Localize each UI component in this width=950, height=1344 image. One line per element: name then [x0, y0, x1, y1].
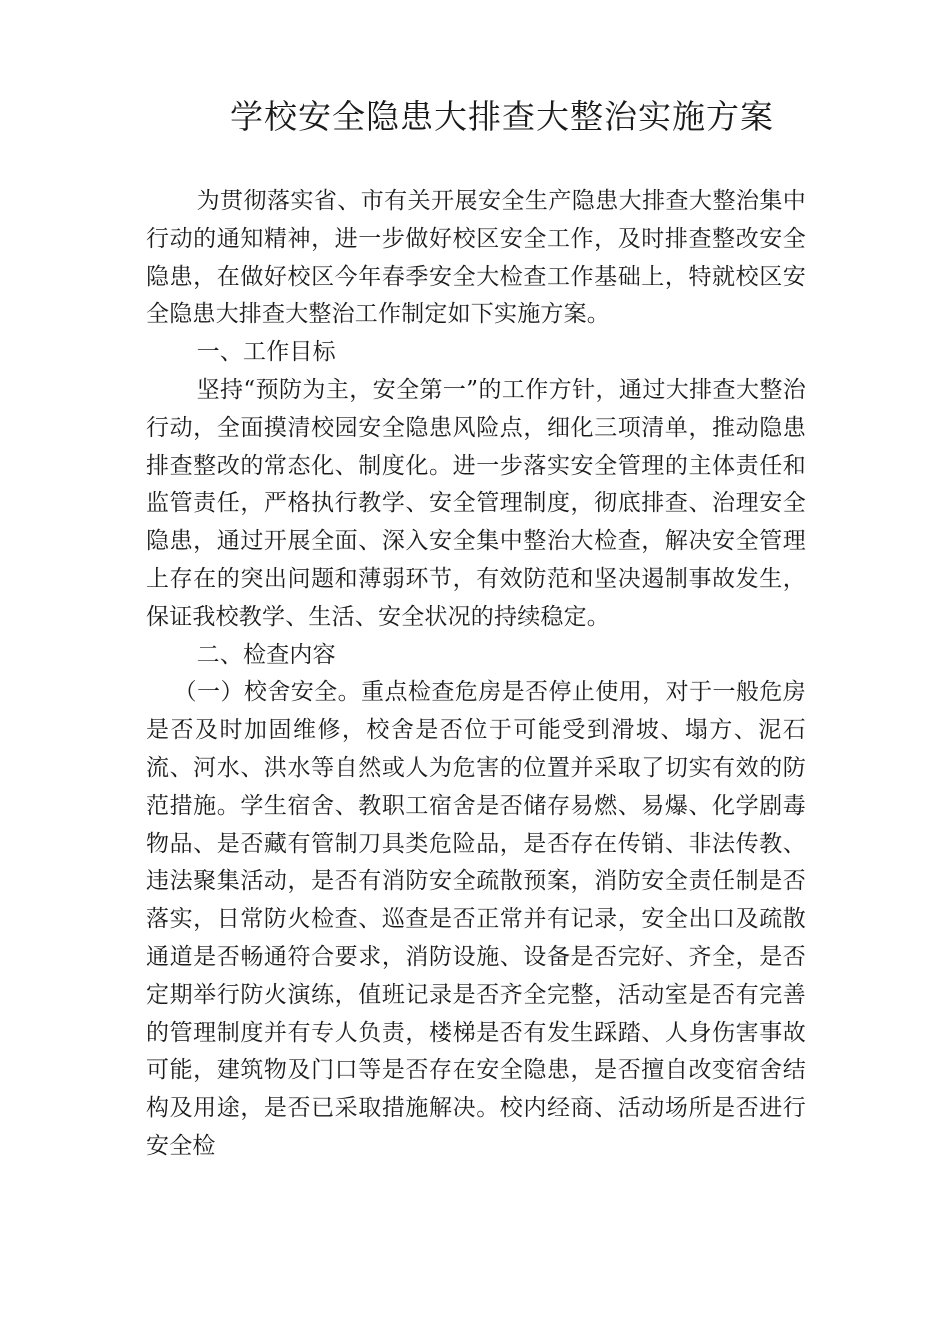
section-heading-goals: 一、工作目标 — [196, 339, 336, 366]
goals-paragraph: 坚持“预防为主，安全第一”的工作方针，通过大排查大整治行动，全面摸清校园安全隐患风险点，细化三项清单，推动隐患排查整改的常态化、制度化。进一步落实安全管理的主体责任和监管责任，严格执行教学、安全管理制度，彻底排查、治理安全隐患，通过开展全面、深入安全集中整治大检查，解决安全管理上存在的突出问题和薄弱环节，有效防范和坚决遏制事故发生，保证我校教学、生活、安全状况的持续稳定。 — [146, 376, 806, 630]
intro-paragraph: 为贯彻落实省、市有关开展安全生产隐患大排查大整治集中行动的通知精神，进一步做好校区安全工作，及时排查整改安全隐患，在做好校区今年春季安全大检查工作基础上，特就校区安全隐患大排查大整治工作制定如下实施方案。 — [146, 188, 806, 328]
inspection-paragraph: （一）校舍安全。重点检查危房是否停止使用，对于一般危房是否及时加固维修，校舍是否位于可能受到滑坡、塌方、泥石流、河水、洪水等自然或人为危害的位置并采取了切实有效的防范措施。学生宿舍、教职工宿舍是否储存易燃、易爆、化学剧毒物品、是否藏有管制刀具类危险品，是否存在传销、非法传教、违法聚集活动，是否有消防安全疏散预案，消防安全责任制是否落实，日常防火检查、巡查是否正常并有记录，安全出口及疏散通道是否畅通符合要求，消防设施、设备是否完好、齐全，是否定期举行防火演练，值班记录是否齐全完整，活动室是否有完善的管理制度并有专人负责，楼梯是否有发生踩踏、人身伤害事故可能，建筑物及门口等是否存在安全隐患，是否擅自改变宿舍结构及用途，是否已采取措施解决。校内经商、活动场所是否进行安全检 — [146, 679, 806, 1159]
document-title: 学校安全隐患大排查大整治实施方案 — [230, 97, 774, 136]
section-heading-inspection: 二、检查内容 — [196, 641, 336, 668]
document-body — [146, 183, 806, 1166]
